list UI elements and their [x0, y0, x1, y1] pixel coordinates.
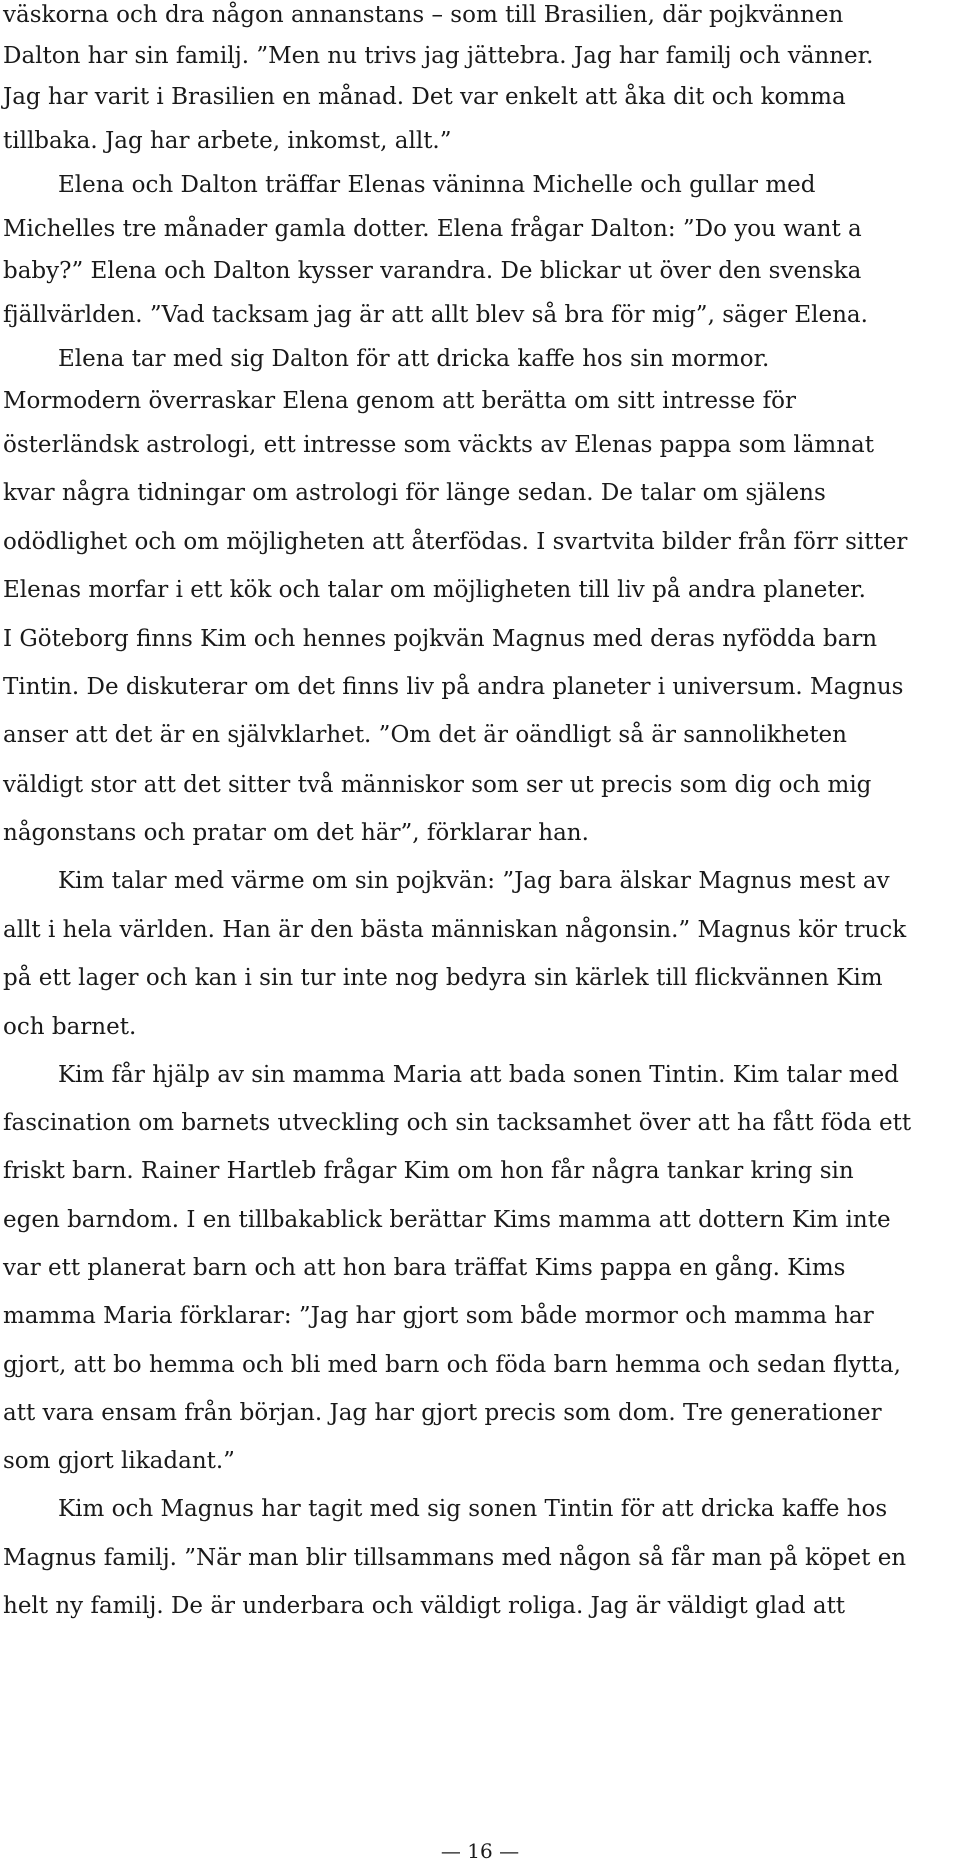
text-line: Dalton har sin familj. ”Men nu trivs jag jättebra. Jag har familj och vänner.	[3, 43, 874, 69]
text-line: Magnus familj. ”När man blir tillsammans med någon så får man på köpet en	[3, 1545, 907, 1571]
text-line: och barnet.	[3, 1014, 137, 1040]
text-line: Kim får hjälp av sin mamma Maria att bada sonen Tintin. Kim talar med	[58, 1062, 899, 1088]
text-line: Jag har varit i Brasilien en månad. Det var enkelt att åka dit och komma	[3, 84, 846, 110]
text-line: tillbaka. Jag har arbete, inkomst, allt.”	[3, 128, 452, 154]
text-line: Mormodern överraskar Elena genom att berätta om sitt intresse för	[3, 388, 797, 414]
text-line: helt ny familj. De är underbara och väldigt roliga. Jag är väldigt glad att	[3, 1593, 846, 1619]
text-line: var ett planerat barn och att hon bara träffat Kims pappa en gång. Kims	[3, 1255, 846, 1281]
text-line: Elena tar med sig Dalton för att dricka kaffe hos sin mormor.	[58, 346, 770, 372]
text-line: på ett lager och kan i sin tur inte nog bedyra sin kärlek till flickvännen Kim	[3, 965, 883, 991]
text-line: Kim talar med värme om sin pojkvän: ”Jag bara älskar Magnus mest av	[58, 868, 890, 894]
text-line: kvar några tidningar om astrologi för länge sedan. De talar om själens	[3, 480, 826, 506]
text-line: Elena och Dalton träffar Elenas väninna Michelle och gullar med	[58, 172, 816, 198]
text-line: som gjort likadant.”	[3, 1448, 235, 1474]
text-line: gjort, att bo hemma och bli med barn och föda barn hemma och sedan flytta,	[3, 1352, 901, 1378]
text-line: Tintin. De diskuterar om det finns liv på andra planeter i universum. Magnus	[3, 674, 904, 700]
text-line: fascination om barnets utveckling och sin tacksamhet över att ha fått föda ett	[3, 1110, 912, 1136]
text-line: fjällvärlden. ”Vad tacksam jag är att allt blev så bra för mig”, säger Elena.	[3, 302, 868, 328]
text-line: väldigt stor att det sitter två människor som ser ut precis som dig och mig	[3, 772, 872, 798]
text-line: egen barndom. I en tillbakablick berättar Kims mamma att dottern Kim inte	[3, 1207, 891, 1233]
text-line: Kim och Magnus har tagit med sig sonen Tintin för att dricka kaffe hos	[58, 1496, 888, 1522]
text-line: odödlighet och om möjligheten att återfödas. I svartvita bilder från förr sitter	[3, 529, 908, 555]
text-line: I Göteborg finns Kim och hennes pojkvän Magnus med deras nyfödda barn	[3, 626, 878, 652]
text-line: Michelles tre månader gamla dotter. Elena frågar Dalton: ”Do you want a	[3, 216, 862, 242]
text-line: Elenas morfar i ett kök och talar om möjligheten till liv på andra planeter.	[3, 577, 866, 603]
text-line: allt i hela världen. Han är den bästa människan någonsin.” Magnus kör truck	[3, 917, 907, 943]
page-number: — 16 —	[440, 1839, 520, 1863]
text-line: väskorna och dra någon annanstans – som till Brasilien, där pojkvännen	[3, 2, 844, 28]
text-line: österländsk astrologi, ett intresse som väckts av Elenas pappa som lämnat	[3, 432, 875, 458]
text-line: att vara ensam från början. Jag har gjort precis som dom. Tre generationer	[3, 1400, 882, 1426]
text-line: någonstans och pratar om det här”, förklarar han.	[3, 820, 589, 846]
text-line: anser att det är en självklarhet. ”Om det är oändligt så är sannolikheten	[3, 722, 847, 748]
text-line: friskt barn. Rainer Hartleb frågar Kim om hon får några tankar kring sin	[3, 1158, 854, 1184]
text-line: mamma Maria förklarar: ”Jag har gjort som både mormor och mamma har	[3, 1303, 874, 1329]
text-line: baby?” Elena och Dalton kysser varandra. De blickar ut över den svenska	[3, 258, 862, 284]
